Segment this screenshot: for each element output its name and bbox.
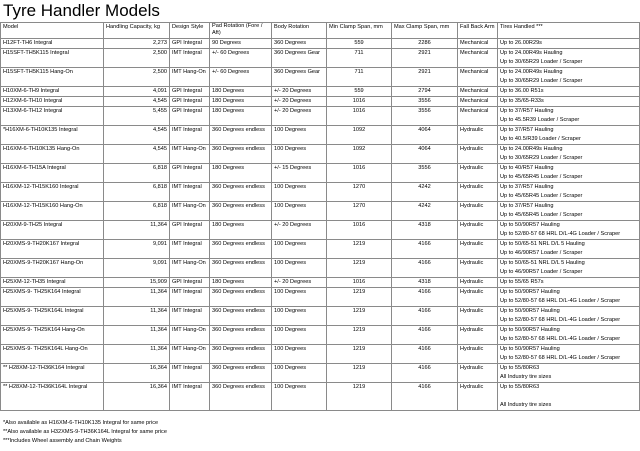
design-style-cell: IMT Integral <box>170 383 210 411</box>
model-cell: H16XM-6-TH15A Integral <box>1 164 104 183</box>
tires-handled-cell <box>498 326 640 345</box>
tire-line: Up to 26.00R29s <box>500 40 542 46</box>
tire-line: Up to 40/R57 Hauling <box>500 165 554 171</box>
design-style-cell: GPI Integral <box>170 107 210 126</box>
body-rotation-cell: 100 Degrees <box>272 383 327 411</box>
max-clamp-cell: 4166 <box>392 240 458 259</box>
tires-handled-cell <box>498 87 640 97</box>
tire-line: Up to 52/80-57 68 HRL D/L-4G Loader / Scraper <box>500 298 621 304</box>
footnote: *Also available as H16XM-6-TH10K135 Integral for same price <box>3 420 159 426</box>
header-capacity: Handling Capacity, kg <box>104 23 170 39</box>
min-clamp-cell: 1016 <box>327 221 392 240</box>
design-style-cell: GPI Integral <box>170 97 210 107</box>
table-row <box>1 126 640 145</box>
tire-line: Up to 37/R57 Hauling <box>500 108 554 114</box>
model-cell: H20XMS-9-TH20K167 Hang-On <box>1 259 104 278</box>
design-style-cell: IMT Hang-On <box>170 145 210 164</box>
body-rotation-cell: +/- 20 Degrees <box>272 221 327 240</box>
body-rotation-cell: 100 Degrees <box>272 326 327 345</box>
design-style-cell: GPI Integral <box>170 39 210 49</box>
capacity-cell: 6,818 <box>104 183 170 202</box>
design-style-cell: IMT Integral <box>170 49 210 68</box>
max-clamp-cell: 4064 <box>392 145 458 164</box>
capacity-cell: 6,818 <box>104 202 170 221</box>
tires-handled-cell <box>498 97 640 107</box>
fall-back-arm-cell: Hydraulic <box>458 278 498 288</box>
fall-back-arm-cell: Hydraulic <box>458 307 498 326</box>
table-row <box>1 259 640 278</box>
tires-handled-cell <box>498 68 640 87</box>
tire-line: Up to 36.00 R51s <box>500 88 544 94</box>
design-style-cell: GPI Integral <box>170 278 210 288</box>
min-clamp-cell: 1219 <box>327 383 392 411</box>
fall-back-arm-cell: Hydraulic <box>458 288 498 307</box>
max-clamp-cell: 4166 <box>392 288 458 307</box>
max-clamp-cell: 4318 <box>392 278 458 288</box>
max-clamp-cell: 2921 <box>392 49 458 68</box>
min-clamp-cell: 1270 <box>327 183 392 202</box>
model-cell: H20XM-9-TH25 Integral <box>1 221 104 240</box>
tire-line: Up to 50/90R57 Hauling <box>500 308 560 314</box>
fall-back-arm-cell: Hydraulic <box>458 383 498 411</box>
model-cell: ** H28XM-12-TH36K164 Integral <box>1 364 104 383</box>
tire-line: Up to 46/90R57 Loader / Scraper <box>500 250 583 256</box>
design-style-cell: IMT Hang-On <box>170 68 210 87</box>
fall-back-arm-cell: Hydraulic <box>458 364 498 383</box>
model-cell: H13XM-6-TH12 Integral <box>1 107 104 126</box>
design-style-cell: IMT Hang-On <box>170 326 210 345</box>
body-rotation-cell: 100 Degrees <box>272 259 327 278</box>
table-row <box>1 107 640 126</box>
body-rotation-cell: 100 Degrees <box>272 345 327 364</box>
tire-line: Up to 50/90R57 Hauling <box>500 289 560 295</box>
min-clamp-cell: 711 <box>327 68 392 87</box>
model-cell: H16XM-12-TH15K160 Integral <box>1 183 104 202</box>
tire-line: Up to 52/80-57 68 HRL D/L-4G Loader / Scraper <box>500 355 621 361</box>
min-clamp-cell: 1016 <box>327 107 392 126</box>
fall-back-arm-cell: Mechanical <box>458 39 498 49</box>
max-clamp-cell: 3556 <box>392 97 458 107</box>
pad-rotation-cell: 360 Degrees endless <box>210 259 272 278</box>
max-clamp-cell: 2286 <box>392 39 458 49</box>
tires-handled-cell <box>498 383 640 411</box>
capacity-cell: 16,364 <box>104 364 170 383</box>
fall-back-arm-cell: Mechanical <box>458 87 498 97</box>
design-style-cell: IMT Integral <box>170 288 210 307</box>
capacity-cell: 2,500 <box>104 49 170 68</box>
body-rotation-cell: 100 Degrees <box>272 240 327 259</box>
pad-rotation-cell: 180 Degrees <box>210 97 272 107</box>
tire-line: Up to 55/80R63 <box>500 384 540 390</box>
design-style-cell: GPI Integral <box>170 87 210 97</box>
capacity-cell: 5,455 <box>104 107 170 126</box>
tire-line: Up to 40.5/R39 Loader / Scraper <box>500 136 581 142</box>
footnotes <box>3 419 167 446</box>
tire-line: Up to 24.00R49s Hauling <box>500 146 563 152</box>
capacity-cell: 9,091 <box>104 240 170 259</box>
tire-line: Up to 50/65-51 NRL D/L 5 Hauling <box>500 241 585 247</box>
model-cell: *H16XM-6-TH10K135 Integral <box>1 126 104 145</box>
min-clamp-cell: 1219 <box>327 288 392 307</box>
max-clamp-cell: 4166 <box>392 345 458 364</box>
model-cell: ** H28XM-12-TH36K164L Integral <box>1 383 104 411</box>
body-rotation-cell: +/- 20 Degrees <box>272 97 327 107</box>
tire-line: Up to 52/80-57 68 HRL D/L-4G Loader / Scraper <box>500 336 621 342</box>
pad-rotation-cell: 90 Degrees <box>210 39 272 49</box>
pad-rotation-cell: 360 Degrees endless <box>210 326 272 345</box>
fall-back-arm-cell: Hydraulic <box>458 326 498 345</box>
tires-handled-cell <box>498 164 640 183</box>
tires-handled-cell <box>498 221 640 240</box>
design-style-cell: IMT Integral <box>170 364 210 383</box>
table-row <box>1 278 640 288</box>
table-row <box>1 202 640 221</box>
pad-rotation-cell: 360 Degrees endless <box>210 307 272 326</box>
min-clamp-cell: 1016 <box>327 97 392 107</box>
pad-rotation-cell: +/- 60 Degrees <box>210 49 272 68</box>
tires-handled-cell <box>498 259 640 278</box>
fall-back-arm-cell: Hydraulic <box>458 126 498 145</box>
fall-back-arm-cell: Hydraulic <box>458 259 498 278</box>
pad-rotation-cell: 360 Degrees endless <box>210 288 272 307</box>
model-cell: H25XMS-9- TH25K164 Integral <box>1 288 104 307</box>
header-pad-rotation: Pad Rotation (Fore / Aft) <box>210 23 272 39</box>
min-clamp-cell: 1219 <box>327 326 392 345</box>
header-design: Design Style <box>170 23 210 39</box>
table-row <box>1 288 640 307</box>
capacity-cell: 4,545 <box>104 126 170 145</box>
tire-line: Up to 37/R57 Hauling <box>500 127 554 133</box>
capacity-cell: 11,364 <box>104 345 170 364</box>
min-clamp-cell: 1016 <box>327 278 392 288</box>
tire-line: Up to 55/65 R57s <box>500 279 544 285</box>
max-clamp-cell: 4166 <box>392 364 458 383</box>
tire-line: Up to 52/80-57 68 HRL D/L-4G Loader / Scraper <box>500 317 621 323</box>
fall-back-arm-cell: Hydraulic <box>458 202 498 221</box>
table-row <box>1 49 640 68</box>
table-row <box>1 68 640 87</box>
table-row <box>1 345 640 364</box>
tire-line: Up to 50/90R57 Hauling <box>500 222 560 228</box>
pad-rotation-cell: 360 Degrees endless <box>210 383 272 411</box>
model-cell: H25XMS-9- TH25K164 Hang-On <box>1 326 104 345</box>
table-row <box>1 240 640 259</box>
body-rotation-cell: 100 Degrees <box>272 202 327 221</box>
table-row <box>1 364 640 383</box>
pad-rotation-cell: 180 Degrees <box>210 164 272 183</box>
design-style-cell: IMT Integral <box>170 183 210 202</box>
min-clamp-cell: 559 <box>327 39 392 49</box>
fall-back-arm-cell: Hydraulic <box>458 164 498 183</box>
pad-rotation-cell: 360 Degrees endless <box>210 126 272 145</box>
min-clamp-cell: 1219 <box>327 259 392 278</box>
pad-rotation-cell: 360 Degrees endless <box>210 183 272 202</box>
capacity-cell: 11,364 <box>104 326 170 345</box>
table-row <box>1 164 640 183</box>
body-rotation-cell: 360 Degrees Gear <box>272 49 327 68</box>
model-cell: H16XM-6-TH10K135 Hang-On <box>1 145 104 164</box>
pad-rotation-cell: 360 Degrees endless <box>210 364 272 383</box>
capacity-cell: 4,091 <box>104 87 170 97</box>
body-rotation-cell: 360 Degrees Gear <box>272 68 327 87</box>
header-body-rotation: Body Rotation <box>272 23 327 39</box>
capacity-cell: 6,818 <box>104 164 170 183</box>
tire-line: Up to 46/90R57 Loader / Scraper <box>500 269 583 275</box>
pad-rotation-cell: 180 Degrees <box>210 221 272 240</box>
model-cell: H20XMS-9-TH20K167 Integral <box>1 240 104 259</box>
design-style-cell: IMT Hang-On <box>170 259 210 278</box>
pad-rotation-cell: 360 Degrees endless <box>210 345 272 364</box>
min-clamp-cell: 1219 <box>327 307 392 326</box>
tire-line: Up to 35/65-R33s <box>500 98 544 104</box>
tire-line <box>500 392 637 401</box>
footnote: ***Includes Wheel assembly and Chain Weights <box>3 438 122 444</box>
min-clamp-cell: 1270 <box>327 202 392 221</box>
max-clamp-cell: 4166 <box>392 326 458 345</box>
body-rotation-cell: 100 Degrees <box>272 288 327 307</box>
max-clamp-cell: 2921 <box>392 68 458 87</box>
design-style-cell: IMT Hang-On <box>170 345 210 364</box>
tire-line: Up to 30/65R29 Loader / Scraper <box>500 155 583 161</box>
design-style-cell: GPI Integral <box>170 164 210 183</box>
tires-handled-cell <box>498 307 640 326</box>
tires-handled-cell <box>498 107 640 126</box>
max-clamp-cell: 4166 <box>392 259 458 278</box>
max-clamp-cell: 4166 <box>392 383 458 411</box>
capacity-cell: 11,364 <box>104 307 170 326</box>
body-rotation-cell: 100 Degrees <box>272 145 327 164</box>
footnote: **Also available as H32XMS-9-TH36K164L Integral for same price <box>3 429 167 435</box>
body-rotation-cell: 100 Degrees <box>272 126 327 145</box>
tyre-handler-table <box>0 22 640 411</box>
body-rotation-cell: 100 Degrees <box>272 183 327 202</box>
max-clamp-cell: 4166 <box>392 307 458 326</box>
header-fall-back-arm: Fall Back Arm <box>458 23 498 39</box>
tires-handled-cell <box>498 145 640 164</box>
table-row <box>1 145 640 164</box>
min-clamp-cell: 559 <box>327 87 392 97</box>
fall-back-arm-cell: Hydraulic <box>458 240 498 259</box>
design-style-cell: IMT Integral <box>170 307 210 326</box>
min-clamp-cell: 711 <box>327 49 392 68</box>
fall-back-arm-cell: Hydraulic <box>458 183 498 202</box>
pad-rotation-cell: 360 Degrees endless <box>210 202 272 221</box>
pad-rotation-cell: 360 Degrees endless <box>210 145 272 164</box>
page-title: Tyre Handler Models <box>3 1 160 20</box>
tires-handled-cell <box>498 39 640 49</box>
tire-line: Up to 50/90R57 Hauling <box>500 327 560 333</box>
tires-handled-cell <box>498 278 640 288</box>
table-row <box>1 87 640 97</box>
min-clamp-cell: 1219 <box>327 345 392 364</box>
tire-line: Up to 37/R57 Hauling <box>500 203 554 209</box>
tire-line: Up to 52/80-57 68 HRL D/L-4G Loader / Scraper <box>500 231 621 237</box>
tire-line: All Industry tire sizes <box>500 374 552 380</box>
pad-rotation-cell: +/- 60 Degrees <box>210 68 272 87</box>
capacity-cell: 15,909 <box>104 278 170 288</box>
model-cell: H12XM-6-TH10 Integral <box>1 97 104 107</box>
capacity-cell: 11,364 <box>104 288 170 307</box>
table-header-row <box>1 23 640 39</box>
body-rotation-cell: +/- 15 Degrees <box>272 164 327 183</box>
table-row <box>1 307 640 326</box>
tire-line: Up to 45/65R45 Loader / Scraper <box>500 174 583 180</box>
min-clamp-cell: 1092 <box>327 126 392 145</box>
table-row <box>1 183 640 202</box>
max-clamp-cell: 4064 <box>392 126 458 145</box>
table-row <box>1 383 640 411</box>
body-rotation-cell: +/- 20 Degrees <box>272 107 327 126</box>
capacity-cell: 4,545 <box>104 145 170 164</box>
tire-line: Up to 30/65R29 Loader / Scraper <box>500 78 583 84</box>
max-clamp-cell: 4242 <box>392 202 458 221</box>
tires-handled-cell <box>498 345 640 364</box>
tire-line: Up to 45/65R45 Loader / Scraper <box>500 193 583 199</box>
fall-back-arm-cell: Hydraulic <box>458 145 498 164</box>
header-max-span: Max Clamp Span, mm <box>392 23 458 39</box>
model-cell: H10XM-6-TH9 Integral <box>1 87 104 97</box>
tire-line: Up to 24.00R49s Hauling <box>500 50 563 56</box>
design-style-cell: IMT Integral <box>170 240 210 259</box>
max-clamp-cell: 2794 <box>392 87 458 97</box>
tires-handled-cell <box>498 126 640 145</box>
tire-line: All Industry tire sizes <box>500 402 552 408</box>
pad-rotation-cell: 180 Degrees <box>210 278 272 288</box>
pad-rotation-cell: 180 Degrees <box>210 87 272 97</box>
model-cell: H15SFT-TH5K115 Hang-On <box>1 68 104 87</box>
tire-line: Up to 45.5R39 Loader / Scraper <box>500 117 580 123</box>
tires-handled-cell <box>498 49 640 68</box>
tire-line: Up to 24.00R49s Hauling <box>500 69 563 75</box>
fall-back-arm-cell: Hydraulic <box>458 221 498 240</box>
max-clamp-cell: 3556 <box>392 164 458 183</box>
fall-back-arm-cell: Mechanical <box>458 49 498 68</box>
min-clamp-cell: 1219 <box>327 364 392 383</box>
pad-rotation-cell: 180 Degrees <box>210 107 272 126</box>
capacity-cell: 16,364 <box>104 383 170 411</box>
model-cell: H25XMS-9- TH25K164L Integral <box>1 307 104 326</box>
table-row <box>1 97 640 107</box>
tire-line: Up to 50/65-51 NRL D/L 5 Hauling <box>500 260 585 266</box>
design-style-cell: IMT Hang-On <box>170 202 210 221</box>
tire-line: Up to 30/65R29 Loader / Scraper <box>500 59 583 65</box>
model-cell: H12FT-TH6 Integral <box>1 39 104 49</box>
design-style-cell: GPI Integral <box>170 221 210 240</box>
capacity-cell: 2,500 <box>104 68 170 87</box>
header-tires: Tires Handled *** <box>498 23 640 39</box>
tire-line: Up to 45/65R45 Loader / Scraper <box>500 212 583 218</box>
tires-handled-cell <box>498 183 640 202</box>
fall-back-arm-cell: Mechanical <box>458 68 498 87</box>
max-clamp-cell: 4242 <box>392 183 458 202</box>
table-row <box>1 221 640 240</box>
body-rotation-cell: +/- 20 Degrees <box>272 278 327 288</box>
capacity-cell: 11,364 <box>104 221 170 240</box>
body-rotation-cell: 100 Degrees <box>272 364 327 383</box>
capacity-cell: 9,091 <box>104 259 170 278</box>
table-row <box>1 326 640 345</box>
body-rotation-cell: 360 Degrees <box>272 39 327 49</box>
min-clamp-cell: 1016 <box>327 164 392 183</box>
model-cell: H15SFT-TH5K115 Integral <box>1 49 104 68</box>
min-clamp-cell: 1219 <box>327 240 392 259</box>
model-cell: H25XMS-9- TH25K164L Hang-On <box>1 345 104 364</box>
table-row <box>1 39 640 49</box>
tire-line: Up to 37/R57 Hauling <box>500 184 554 190</box>
model-cell: H25XM-12-TH35 Integral <box>1 278 104 288</box>
body-rotation-cell: 100 Degrees <box>272 307 327 326</box>
min-clamp-cell: 1092 <box>327 145 392 164</box>
max-clamp-cell: 3556 <box>392 107 458 126</box>
pad-rotation-cell: 360 Degrees endless <box>210 240 272 259</box>
capacity-cell: 2,273 <box>104 39 170 49</box>
tires-handled-cell <box>498 288 640 307</box>
tires-handled-cell <box>498 364 640 383</box>
tires-handled-cell <box>498 240 640 259</box>
header-model: Model <box>1 23 104 39</box>
tire-line: Up to 50/90R57 Hauling <box>500 346 560 352</box>
fall-back-arm-cell: Mechanical <box>458 97 498 107</box>
tires-handled-cell <box>498 202 640 221</box>
max-clamp-cell: 4318 <box>392 221 458 240</box>
capacity-cell: 4,545 <box>104 97 170 107</box>
fall-back-arm-cell: Hydraulic <box>458 345 498 364</box>
body-rotation-cell: +/- 20 Degrees <box>272 87 327 97</box>
header-min-span: Min Clamp Span, mm <box>327 23 392 39</box>
model-cell: H16XM-12-TH15K160 Hang-On <box>1 202 104 221</box>
tire-line: Up to 55/80R63 <box>500 365 540 371</box>
design-style-cell: IMT Integral <box>170 126 210 145</box>
fall-back-arm-cell: Mechanical <box>458 107 498 126</box>
